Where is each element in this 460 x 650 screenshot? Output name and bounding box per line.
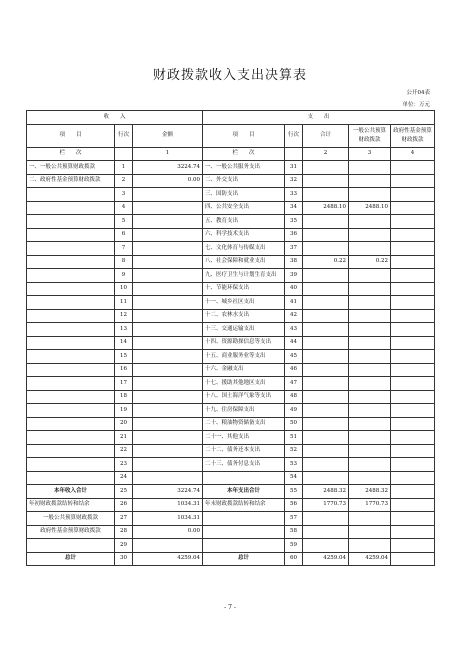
expense-item-cell: 十一、城乡社区支出 (203, 296, 285, 310)
income-line-cell: 6 (115, 228, 133, 242)
income-amount-cell (133, 188, 203, 202)
expense-line-cell: 46 (285, 363, 303, 377)
income-item-cell (27, 444, 115, 458)
expense-total-cell: 0.22 (303, 255, 349, 269)
income-line-cell: 15 (115, 350, 133, 364)
general-budget-header: 一般公共预算财政拨款 (349, 124, 391, 147)
balance-row (27, 498, 435, 512)
empty-cell (285, 147, 303, 161)
expense-fund-cell (391, 350, 435, 364)
expense-general-cell (349, 390, 391, 404)
expense-line-cell: 43 (285, 323, 303, 337)
income-amount-cell (133, 296, 203, 310)
grand-total-line: 30 (115, 552, 133, 566)
expense-fund-cell (391, 309, 435, 323)
income-item-cell (27, 255, 115, 269)
income-line-cell: 22 (115, 444, 133, 458)
expense-general-cell (349, 444, 391, 458)
empty-cell (349, 525, 391, 539)
expense-total-cell (303, 363, 349, 377)
income-line-cell: 10 (115, 282, 133, 296)
expense-total-cell (303, 417, 349, 431)
income-amount-cell (133, 363, 203, 377)
expense-general-cell (349, 161, 391, 175)
end-balance-fund (391, 498, 435, 512)
income-item-cell (27, 323, 115, 337)
table-row (27, 336, 435, 350)
income-line-cell: 2 (115, 174, 133, 188)
expense-item-cell: 十八、国土海洋气象等支出 (203, 390, 285, 404)
income-item-cell (27, 404, 115, 418)
expense-line-cell: 40 (285, 282, 303, 296)
expense-line-cell: 50 (285, 417, 303, 431)
expense-item-cell: 十、节能环保支出 (203, 282, 285, 296)
income-line-cell: 8 (115, 255, 133, 269)
expense-line-cell: 42 (285, 309, 303, 323)
table-row (27, 174, 435, 188)
expense-general-cell (349, 269, 391, 283)
expense-fund-cell (391, 471, 435, 485)
year-expense-total-line: 55 (285, 485, 303, 499)
income-line-cell: 20 (115, 417, 133, 431)
line-57: 57 (285, 512, 303, 526)
begin-fund-amount: 0.00 (133, 525, 203, 539)
col-index-2: 2 (303, 147, 349, 161)
income-amount-cell (133, 471, 203, 485)
grand-total-expense-line: 60 (285, 552, 303, 566)
expense-line-cell: 54 (285, 471, 303, 485)
income-item-cell (27, 201, 115, 215)
begin-balance-label: 年初财政拨款结转和结余 (27, 498, 115, 512)
grand-total-general: 4259.04 (349, 552, 391, 566)
income-item-cell (27, 269, 115, 283)
empty-cell (391, 539, 435, 553)
expense-item-cell: 十四、资源勘探信息等支出 (203, 336, 285, 350)
table-row (27, 471, 435, 485)
expense-item-header: 项 目 (203, 124, 285, 147)
expense-fund-cell (391, 269, 435, 283)
year-expense-general: 2488.32 (349, 485, 391, 499)
expense-general-cell: 0.22 (349, 255, 391, 269)
income-amount-header: 金额 (133, 124, 203, 147)
expense-item-cell: 二十二、债务还本支出 (203, 444, 285, 458)
gov-fund-header: 政府性基金预算财政拨款 (391, 124, 435, 147)
expense-total-header: 合计 (303, 124, 349, 147)
end-balance-total: 1770.73 (303, 498, 349, 512)
expense-total-cell (303, 377, 349, 391)
table-row (27, 282, 435, 296)
table-row (27, 444, 435, 458)
table-row (27, 255, 435, 269)
expense-general-cell (349, 323, 391, 337)
income-line-cell: 16 (115, 363, 133, 377)
grand-total-expense-label: 总计 (203, 552, 285, 566)
table-row (27, 390, 435, 404)
expense-fund-cell (391, 215, 435, 229)
income-line-cell: 14 (115, 336, 133, 350)
expense-total-cell (303, 444, 349, 458)
expense-fund-cell (391, 431, 435, 445)
expense-fund-cell (391, 188, 435, 202)
income-amount-cell (133, 242, 203, 256)
income-item-cell (27, 458, 115, 472)
income-line-cell: 17 (115, 377, 133, 391)
income-item-cell (27, 242, 115, 256)
income-item-cell (27, 471, 115, 485)
blank-row (27, 539, 435, 553)
expense-item-cell: 二十一、其他支出 (203, 431, 285, 445)
empty-cell (203, 539, 285, 553)
expense-item-cell: 十三、交通运输支出 (203, 323, 285, 337)
col-index-1: 1 (133, 147, 203, 161)
expense-general-cell (349, 417, 391, 431)
income-line-cell: 7 (115, 242, 133, 256)
table-row (27, 242, 435, 256)
expense-general-cell (349, 296, 391, 310)
table-row (27, 269, 435, 283)
table-row (27, 404, 435, 418)
empty-cell (115, 147, 133, 161)
expense-line-cell: 49 (285, 404, 303, 418)
expense-fund-cell (391, 161, 435, 175)
expense-total-cell (303, 188, 349, 202)
expense-total-cell (303, 350, 349, 364)
income-line-cell: 24 (115, 471, 133, 485)
table-row (27, 377, 435, 391)
line-58: 58 (285, 525, 303, 539)
expense-general-cell (349, 242, 391, 256)
expense-total-cell (303, 269, 349, 283)
expense-line-cell: 38 (285, 255, 303, 269)
expense-general-cell (349, 458, 391, 472)
year-total-row (27, 485, 435, 499)
expense-line-cell: 35 (285, 215, 303, 229)
income-line-cell: 9 (115, 269, 133, 283)
year-income-total-amount: 3224.74 (133, 485, 203, 499)
grand-total-label: 总计 (27, 552, 115, 566)
income-amount-cell: 3224.74 (133, 161, 203, 175)
expense-fund-cell (391, 323, 435, 337)
table-row (27, 458, 435, 472)
column-index-row (27, 147, 435, 161)
form-code: 公开04表 (406, 90, 430, 96)
income-amount-cell (133, 269, 203, 283)
empty-cell (203, 525, 285, 539)
income-amount-cell (133, 201, 203, 215)
line-59: 59 (285, 539, 303, 553)
empty-cell (349, 512, 391, 526)
income-amount-cell (133, 350, 203, 364)
table-row (27, 161, 435, 175)
expense-item-cell: 二十、粮油物资储备支出 (203, 417, 285, 431)
expense-item-cell: 十九、住房保障支出 (203, 404, 285, 418)
income-amount-cell (133, 336, 203, 350)
end-balance-general: 1770.73 (349, 498, 391, 512)
income-item-cell (27, 377, 115, 391)
empty-cell (303, 512, 349, 526)
expense-item-cell: 一、一般公共服务支出 (203, 161, 285, 175)
income-header: 收 入 (27, 111, 203, 125)
expense-line-cell: 51 (285, 431, 303, 445)
expense-total-cell (303, 242, 349, 256)
income-item-cell (27, 188, 115, 202)
line-29: 29 (115, 539, 133, 553)
empty-cell (133, 539, 203, 553)
income-item-cell (27, 309, 115, 323)
expense-item-cell: 十二、农林水支出 (203, 309, 285, 323)
table-row (27, 363, 435, 377)
year-expense-total: 2488.32 (303, 485, 349, 499)
empty-cell (303, 525, 349, 539)
expense-item-cell: 七、文化体育与传媒支出 (203, 242, 285, 256)
table-row (27, 296, 435, 310)
column-header-row (27, 124, 435, 147)
year-expense-fund (391, 485, 435, 499)
table-row (27, 215, 435, 229)
table-row (27, 201, 435, 215)
income-line-cell: 23 (115, 458, 133, 472)
expense-item-cell: 三、国防支出 (203, 188, 285, 202)
begin-general-label: 一般公共预算财政拨款 (27, 512, 115, 526)
begin-general-amount: 1034.31 (133, 512, 203, 526)
expense-line-cell: 33 (285, 188, 303, 202)
expense-item-cell: 二十三、债务付息支出 (203, 458, 285, 472)
expense-general-cell (349, 174, 391, 188)
expense-total-cell: 2488.10 (303, 201, 349, 215)
income-column-label: 栏 次 (27, 147, 115, 161)
expense-general-cell (349, 471, 391, 485)
expense-item-cell (203, 471, 285, 485)
income-amount-cell (133, 323, 203, 337)
expense-line-cell: 41 (285, 296, 303, 310)
expense-line-cell: 32 (285, 174, 303, 188)
income-line-header: 行次 (115, 124, 133, 147)
expense-line-cell: 52 (285, 444, 303, 458)
income-amount-cell (133, 255, 203, 269)
begin-fund-label: 政府性基金预算财政拨款 (27, 525, 115, 539)
expense-fund-cell (391, 228, 435, 242)
expense-general-cell (349, 215, 391, 229)
expense-line-cell: 45 (285, 350, 303, 364)
empty-cell (27, 539, 115, 553)
expense-line-cell: 53 (285, 458, 303, 472)
income-line-cell: 4 (115, 201, 133, 215)
grand-total-row (27, 552, 435, 566)
income-item-cell (27, 336, 115, 350)
income-line-cell: 3 (115, 188, 133, 202)
income-amount-cell (133, 309, 203, 323)
income-item-cell (27, 350, 115, 364)
income-amount-cell (133, 390, 203, 404)
expense-general-cell: 2488.10 (349, 201, 391, 215)
income-amount-cell (133, 444, 203, 458)
expense-fund-cell (391, 444, 435, 458)
expense-item-cell: 二、外交支出 (203, 174, 285, 188)
expense-line-cell: 34 (285, 201, 303, 215)
income-item-cell (27, 431, 115, 445)
expense-total-cell (303, 309, 349, 323)
expense-general-cell (349, 377, 391, 391)
expense-total-cell (303, 390, 349, 404)
expense-general-cell (349, 431, 391, 445)
table-row (27, 188, 435, 202)
expense-item-cell: 十五、商业服务业等支出 (203, 350, 285, 364)
expense-header: 支 出 (203, 111, 435, 125)
expense-fund-cell (391, 458, 435, 472)
budget-table (26, 110, 435, 566)
income-amount-cell (133, 228, 203, 242)
expense-fund-cell (391, 201, 435, 215)
empty-cell (203, 512, 285, 526)
expense-item-cell: 九、医疗卫生与计划生育支出 (203, 269, 285, 283)
table-row (27, 309, 435, 323)
income-amount-cell (133, 431, 203, 445)
expense-line-cell: 44 (285, 336, 303, 350)
expense-line-cell: 47 (285, 377, 303, 391)
expense-fund-cell (391, 296, 435, 310)
table-row (27, 228, 435, 242)
income-amount-cell (133, 417, 203, 431)
expense-fund-cell (391, 404, 435, 418)
expense-fund-cell (391, 255, 435, 269)
expense-fund-cell (391, 390, 435, 404)
expense-total-cell (303, 323, 349, 337)
expense-line-cell: 39 (285, 269, 303, 283)
year-income-total-line: 25 (115, 485, 133, 499)
income-amount-cell (133, 377, 203, 391)
expense-general-cell (349, 282, 391, 296)
table-row (27, 431, 435, 445)
income-item-cell (27, 296, 115, 310)
expense-total-cell (303, 282, 349, 296)
expense-fund-cell (391, 242, 435, 256)
income-item-cell (27, 390, 115, 404)
income-item-cell (27, 215, 115, 229)
empty-cell (303, 539, 349, 553)
expense-item-cell: 四、公共安全支出 (203, 201, 285, 215)
end-balance-label: 年末财政拨款结转和结余 (203, 498, 285, 512)
expense-line-cell: 37 (285, 242, 303, 256)
grand-total-amount: 4259.04 (133, 552, 203, 566)
grand-total-expense: 4259.04 (303, 552, 349, 566)
income-item-cell: 一、一般公共预算财政拨款 (27, 161, 115, 175)
income-item-header: 项 目 (27, 124, 115, 147)
expense-line-header: 行次 (285, 124, 303, 147)
income-item-cell (27, 417, 115, 431)
unit-label: 单位：万元 (402, 102, 430, 108)
page-title: 财政拨款收入支出决算表 (152, 68, 307, 83)
expense-general-cell (349, 363, 391, 377)
expense-total-cell (303, 215, 349, 229)
grand-total-fund (391, 552, 435, 566)
page-number: - 7 - (224, 604, 236, 611)
expense-item-cell: 十六、金融支出 (203, 363, 285, 377)
expense-item-cell: 六、科学技术支出 (203, 228, 285, 242)
expense-line-cell: 48 (285, 390, 303, 404)
income-amount-cell: 0.00 (133, 174, 203, 188)
col-index-3: 3 (349, 147, 391, 161)
begin-general-line: 27 (115, 512, 133, 526)
expense-fund-cell (391, 417, 435, 431)
income-item-cell (27, 228, 115, 242)
begin-balance-line: 26 (115, 498, 133, 512)
empty-cell (391, 512, 435, 526)
section-header-row (27, 111, 435, 125)
table-row (27, 350, 435, 364)
income-amount-cell (133, 282, 203, 296)
expense-total-cell (303, 174, 349, 188)
begin-fund-line: 28 (115, 525, 133, 539)
expense-total-cell (303, 431, 349, 445)
income-line-cell: 12 (115, 309, 133, 323)
expense-fund-cell (391, 336, 435, 350)
income-line-cell: 18 (115, 390, 133, 404)
empty-cell (391, 525, 435, 539)
income-item-cell (27, 363, 115, 377)
table-row (27, 323, 435, 337)
income-item-cell: 二、政府性基金预算财政拨款 (27, 174, 115, 188)
expense-column-label: 栏 次 (203, 147, 285, 161)
income-line-cell: 21 (115, 431, 133, 445)
begin-general-row (27, 512, 435, 526)
col-index-4: 4 (391, 147, 435, 161)
year-expense-total-label: 本年支出合计 (203, 485, 285, 499)
expense-general-cell (349, 188, 391, 202)
expense-total-cell (303, 161, 349, 175)
expense-general-cell (349, 336, 391, 350)
income-line-cell: 5 (115, 215, 133, 229)
expense-line-cell: 31 (285, 161, 303, 175)
income-line-cell: 19 (115, 404, 133, 418)
expense-total-cell (303, 471, 349, 485)
expense-total-cell (303, 228, 349, 242)
expense-general-cell (349, 350, 391, 364)
expense-fund-cell (391, 377, 435, 391)
expense-general-cell (349, 309, 391, 323)
expense-fund-cell (391, 282, 435, 296)
expense-line-cell: 36 (285, 228, 303, 242)
expense-item-cell: 十七、援助其他地区支出 (203, 377, 285, 391)
end-balance-line: 56 (285, 498, 303, 512)
income-amount-cell (133, 215, 203, 229)
year-income-total-label: 本年收入合计 (27, 485, 115, 499)
empty-cell (349, 539, 391, 553)
income-line-cell: 1 (115, 161, 133, 175)
expense-total-cell (303, 296, 349, 310)
expense-total-cell (303, 458, 349, 472)
begin-balance-amount: 1034.31 (133, 498, 203, 512)
table-row (27, 417, 435, 431)
expense-fund-cell (391, 363, 435, 377)
expense-general-cell (349, 228, 391, 242)
income-line-cell: 13 (115, 323, 133, 337)
expense-fund-cell (391, 174, 435, 188)
expense-item-cell: 八、社会保障和就业支出 (203, 255, 285, 269)
expense-item-cell: 五、教育支出 (203, 215, 285, 229)
begin-fund-row (27, 525, 435, 539)
expense-total-cell (303, 404, 349, 418)
income-amount-cell (133, 458, 203, 472)
expense-general-cell (349, 404, 391, 418)
income-amount-cell (133, 404, 203, 418)
expense-total-cell (303, 336, 349, 350)
income-line-cell: 11 (115, 296, 133, 310)
income-item-cell (27, 282, 115, 296)
